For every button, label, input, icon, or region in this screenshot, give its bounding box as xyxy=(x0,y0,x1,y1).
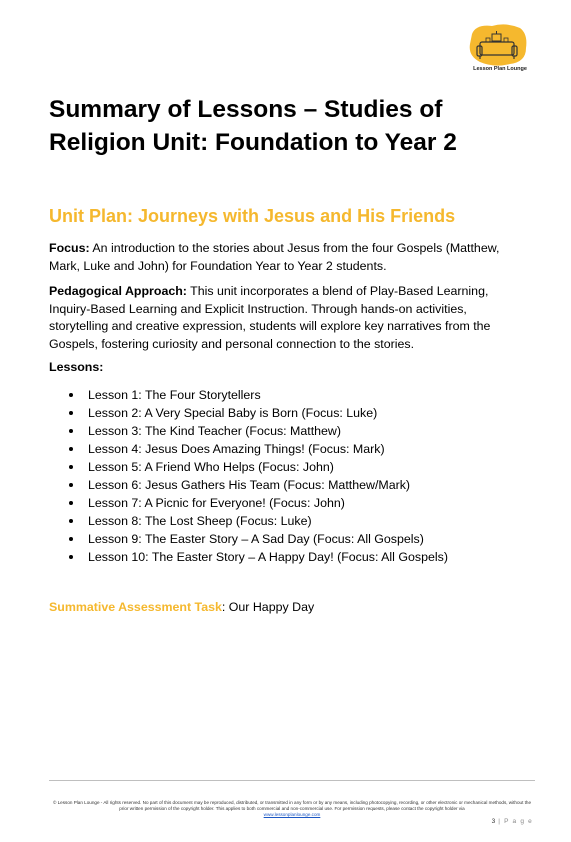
lessons-list xyxy=(49,386,448,566)
brand-logo xyxy=(466,22,530,68)
list-item xyxy=(49,512,448,530)
website-link[interactable]: www.lessonplanlounge.com xyxy=(263,812,321,817)
bullet-icon xyxy=(69,555,73,559)
assessment-line xyxy=(49,600,314,614)
bullet-icon xyxy=(69,393,73,397)
bullet-icon xyxy=(69,429,73,433)
assessment-label: Summative Assessment Task xyxy=(49,600,222,614)
page-title: Summary of Lessons – Studies of Religion Unit: Foundation to Year 2 xyxy=(49,96,457,156)
lesson-title: Lesson 7: A Picnic for Everyone! (Focus: John) xyxy=(88,496,345,510)
list-item xyxy=(49,422,448,440)
list-item xyxy=(49,548,448,566)
pedagogy-paragraph xyxy=(49,283,529,353)
list-item xyxy=(49,458,448,476)
bullet-icon xyxy=(69,519,73,523)
page-number xyxy=(492,818,533,825)
list-item xyxy=(49,530,448,548)
focus-paragraph xyxy=(49,240,529,275)
assessment-text: : Our Happy Day xyxy=(221,600,315,614)
list-item xyxy=(49,440,448,458)
footer-copyright xyxy=(49,800,535,818)
bullet-icon xyxy=(69,537,73,541)
lesson-title: Lesson 2: A Very Special Baby is Born (Focus: Luke) xyxy=(88,406,378,420)
bullet-icon xyxy=(69,501,73,505)
list-item xyxy=(49,494,448,512)
pedagogy-label: Pedagogical Approach: xyxy=(49,284,187,298)
bullet-icon xyxy=(69,483,73,487)
lesson-title: Lesson 1: The Four Storytellers xyxy=(88,388,261,402)
page-separator: | xyxy=(495,818,505,825)
focus-text: An introduction to the stories about Jesus from the four Gospels (Matthew, Mark, Luke and John) for Foundation Year to Year 2 students. xyxy=(49,241,500,273)
pedagogy-text: This unit incorporates a blend of Play-Based Learning, Inquiry-Based Learning and Explicit Instruction. Through hands-on activities, storytelling and creative expression, students will explore key narratives from the Gospels, fostering curiosity and personal connection to the stories. xyxy=(49,284,491,351)
page-word: P a g e xyxy=(504,818,533,825)
footer-divider xyxy=(49,780,535,781)
lesson-title: Lesson 8: The Lost Sheep (Focus: Luke) xyxy=(88,514,312,528)
bullet-icon xyxy=(69,447,73,451)
lesson-title: Lesson 3: The Kind Teacher (Focus: Matthew) xyxy=(88,424,341,438)
unit-plan-heading: Unit Plan: Journeys with Jesus and His Friends xyxy=(49,206,456,226)
copyright-text: © Lesson Plan Lounge - All rights reserved. No part of this document may be reproduced, distributed, or transmitted in any form or by any means, including photocopying, recording, or other electronic or mechanical methods, without the prior written permission of the copyright holder. This applies to both commercial and non-commercial use. For permission requests, please contact the copyright holder via xyxy=(52,800,532,811)
list-item xyxy=(49,404,448,422)
brand-logo-text: Lesson Plan Lounge xyxy=(473,66,527,72)
list-item xyxy=(49,476,448,494)
lesson-title: Lesson 9: The Easter Story – A Sad Day (Focus: All Gospels) xyxy=(88,532,424,546)
lesson-title: Lesson 5: A Friend Who Helps (Focus: John) xyxy=(88,460,334,474)
lessons-label: Lessons: xyxy=(49,360,104,374)
lesson-title: Lesson 6: Jesus Gathers His Team (Focus: Matthew/Mark) xyxy=(88,478,411,492)
focus-label: Focus: xyxy=(49,241,90,255)
bullet-icon xyxy=(69,465,73,469)
bullet-icon xyxy=(69,411,73,415)
lesson-title: Lesson 10: The Easter Story – A Happy Day! (Focus: All Gospels) xyxy=(88,550,448,564)
page-number-value: 3 xyxy=(491,818,496,825)
lesson-title: Lesson 4: Jesus Does Amazing Things! (Focus: Mark) xyxy=(88,442,385,456)
list-item xyxy=(49,386,448,404)
